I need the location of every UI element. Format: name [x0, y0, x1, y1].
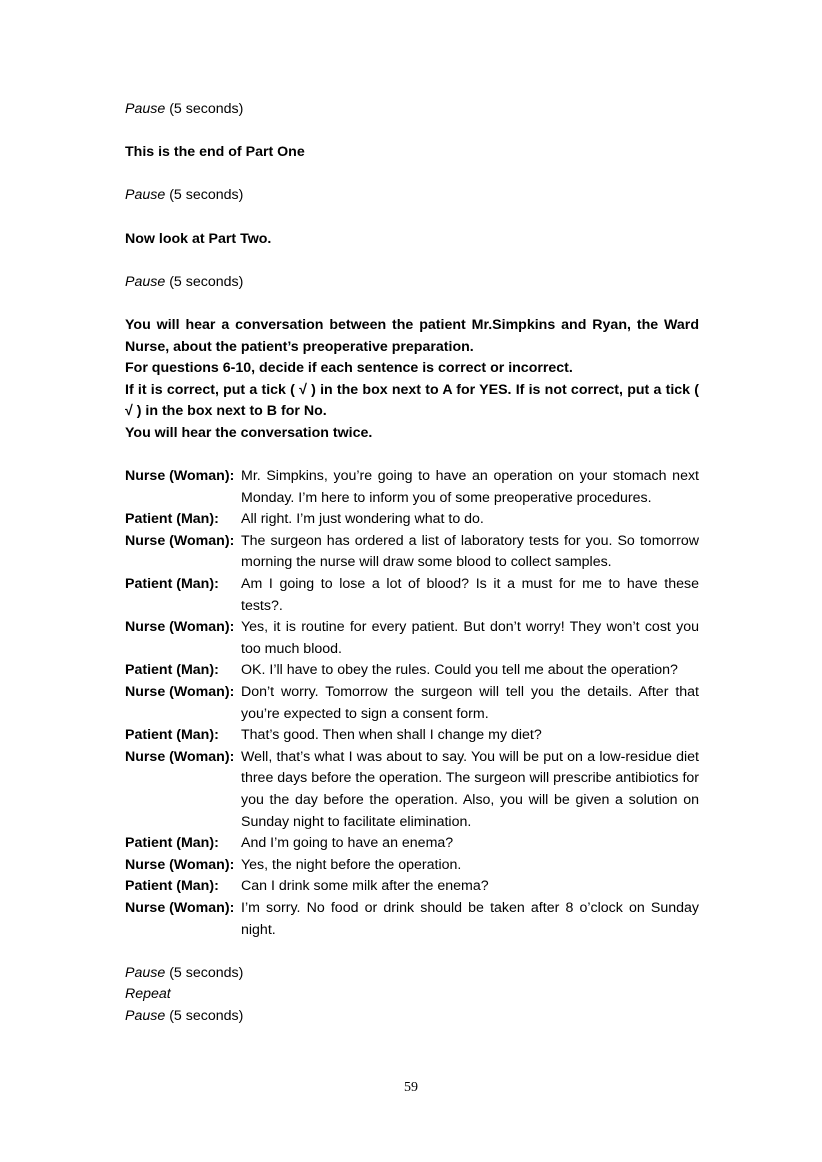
- utterance-text: All right. I’m just wondering what to do.: [241, 511, 484, 528]
- speaker-label: Nurse (Woman):: [125, 748, 235, 765]
- speaker-label: Patient (Man):: [125, 878, 219, 895]
- speaker-label: Patient (Man):: [125, 576, 219, 593]
- speaker-label: Patient (Man):: [125, 662, 219, 679]
- speaker-label: Patient (Man):: [125, 727, 219, 744]
- utterance-text: OK. I’ll have to obey the rules. Could you tell me about the operation?: [241, 662, 678, 679]
- pause-line-1: Pause (5 seconds): [125, 101, 244, 117]
- utterance-text: That’s good. Then when shall I change my diet?: [241, 727, 542, 744]
- dialogue-turn: [125, 574, 699, 617]
- speaker-label: Patient (Man):: [125, 511, 219, 528]
- instructions: [125, 315, 699, 445]
- speaker-label: Nurse (Woman):: [125, 532, 235, 549]
- end-part-one: This is the end of Part One: [125, 144, 305, 161]
- pause-line-2: Pause (5 seconds): [125, 187, 244, 204]
- utterance-text: The surgeon has ordered a list of laboratory tests for you. So tomorrow morning the nurse will draw some blood to collect samples.: [241, 532, 699, 571]
- page-number: 59: [404, 1080, 418, 1095]
- dialogue-turn: [125, 725, 699, 747]
- utterance-text: Don’t worry. Tomorrow the surgeon will tell you the details. After that you’re expected to sign a consent form.: [241, 684, 699, 722]
- utterance-text: Well, that’s what I was about to say. You will be put on a low-residue diet three days before the operation. The surgeon will prescribe antibiotics for you the day before the operation. Also, you will be given a solution on Sunday night to facilitate elimination.: [241, 748, 699, 830]
- instruction-line: For questions 6-10, decide if each sentence is correct or incorrect.: [125, 360, 573, 377]
- document-body: [125, 99, 699, 1028]
- instruction-line: You will hear the conversation twice.: [125, 424, 373, 441]
- speaker-label: Nurse (Woman):: [125, 619, 235, 636]
- speaker-label: Nurse (Woman):: [125, 684, 235, 701]
- utterance-text: Can I drink some milk after the enema?: [241, 878, 489, 895]
- speaker-label: Patient (Man):: [125, 835, 219, 852]
- dialogue-turn: [125, 509, 699, 531]
- dialogue-turn: [125, 855, 699, 877]
- utterance-text: I’m sorry. No food or drink should be taken after 8 o’clock on Sunday night.: [241, 899, 699, 938]
- pause-line-4: Pause (5 seconds): [125, 964, 244, 981]
- utterance-text: Mr. Simpkins, you’re going to have an operation on your stomach next Monday. I’m here to inform you of some preoperative procedures.: [241, 468, 699, 506]
- pause-line-5: Pause (5 seconds): [125, 1007, 244, 1024]
- dialogue-turn: [125, 876, 699, 898]
- speaker-label: Nurse (Woman):: [125, 856, 235, 873]
- speaker-label: Nurse (Woman):: [125, 468, 235, 485]
- pause-line-3: Pause (5 seconds): [125, 273, 244, 290]
- dialogue-turn: [125, 466, 699, 509]
- dialogue-turn: [125, 833, 699, 855]
- dialogue-turn: [125, 531, 699, 574]
- speaker-label: Nurse (Woman):: [125, 899, 235, 916]
- utterance-text: Yes, it is routine for every patient. But don’t worry! They won’t cost you too much blood.: [241, 619, 699, 657]
- utterance-text: Yes, the night before the operation.: [241, 856, 462, 873]
- utterance-text: And I’m going to have an enema?: [241, 835, 454, 852]
- dialogue-turn: [125, 898, 699, 941]
- dialogue: [125, 466, 699, 941]
- instruction-line: If it is correct, put a tick ( √ ) in the box next to A for YES. If is not correct, put a tick ( √ ) in the box next to B for No.: [125, 381, 699, 420]
- utterance-text: Am I going to lose a lot of blood? Is it a must for me to have these tests?.: [241, 576, 699, 614]
- repeat-line: Repeat: [125, 986, 171, 1003]
- dialogue-turn: [125, 682, 699, 725]
- instruction-line: You will hear a conversation between the patient Mr.Simpkins and Ryan, the Ward Nurse, about the patient’s preoperative preparation.: [125, 316, 699, 355]
- look-part-two: Now look at Part Two.: [125, 230, 272, 247]
- dialogue-turn: [125, 747, 699, 833]
- dialogue-turn: [125, 617, 699, 660]
- dialogue-turn: [125, 660, 699, 682]
